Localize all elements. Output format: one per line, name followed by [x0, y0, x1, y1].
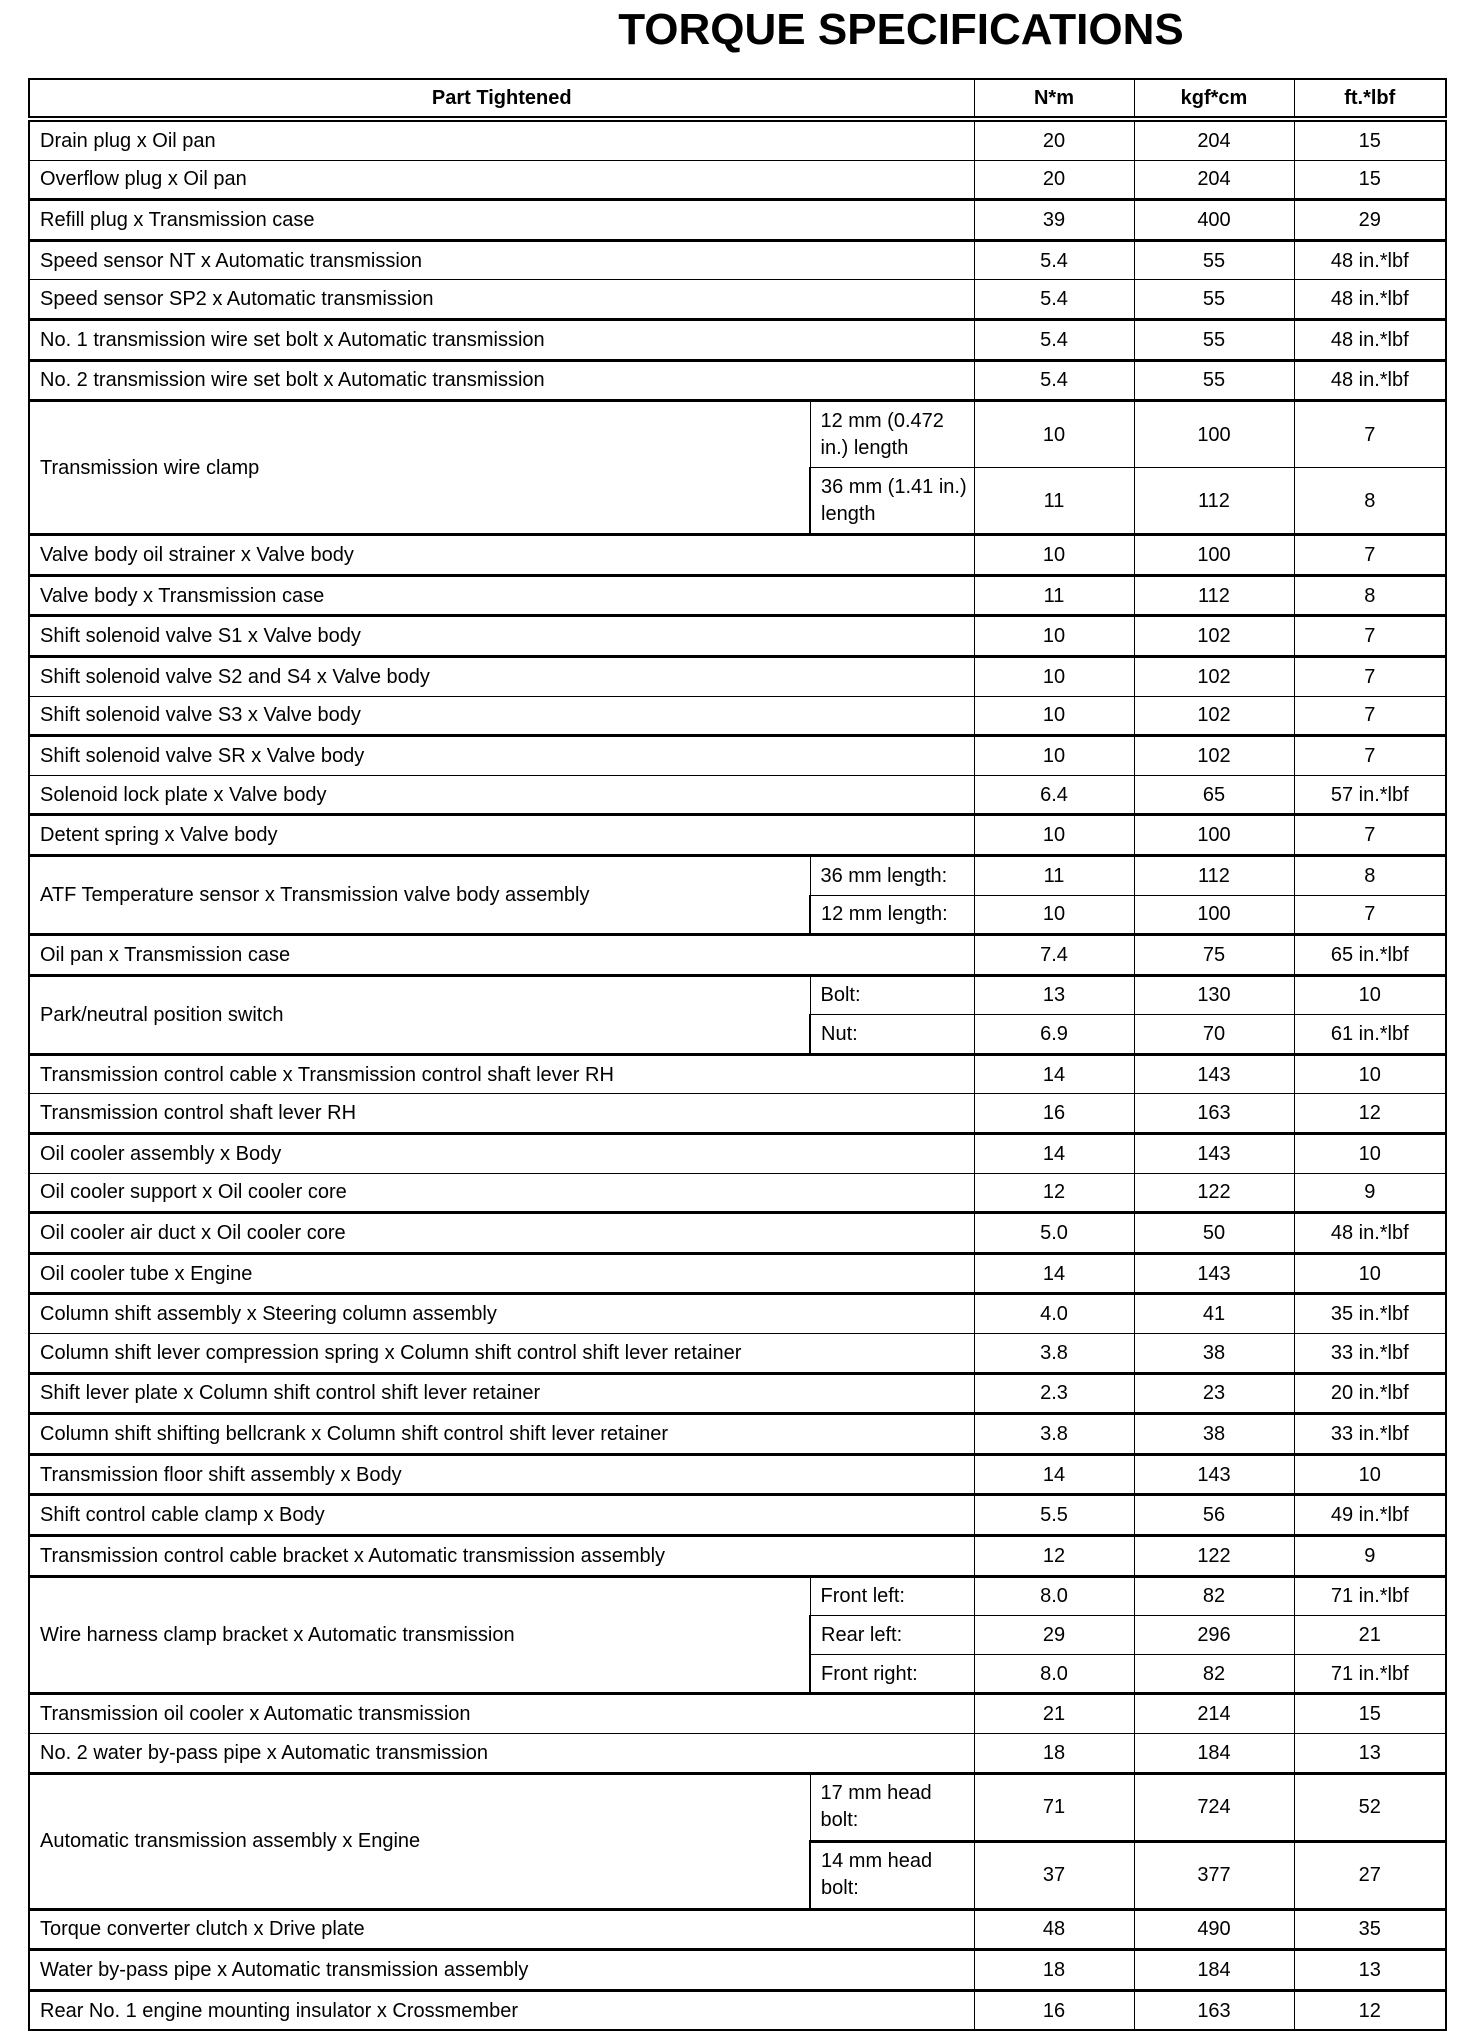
ftlbf-value-cell: 7 — [1294, 401, 1446, 468]
part-name-cell: Refill plug x Transmission case — [29, 200, 974, 241]
condition-cell: 36 mm length: — [810, 855, 974, 895]
ftlbf-value-cell: 8 — [1294, 855, 1446, 895]
ftlbf-value-cell: 7 — [1294, 616, 1446, 657]
table-row — [29, 1173, 1446, 1213]
part-name-cell: Valve body x Transmission case — [29, 575, 974, 616]
kgfcm-value-cell: 100 — [1134, 815, 1294, 856]
column-header-ftlbf: ft.*lbf — [1294, 79, 1446, 119]
ftlbf-value-cell: 48 in.*lbf — [1294, 319, 1446, 360]
kgfcm-value-cell: 56 — [1134, 1495, 1294, 1536]
kgfcm-value-cell: 143 — [1134, 1253, 1294, 1294]
part-name-cell: Shift solenoid valve S2 and S4 x Valve body — [29, 656, 974, 696]
part-name-cell: No. 1 transmission wire set bolt x Automatic transmission — [29, 319, 974, 360]
part-name-cell: Transmission control cable x Transmission control shaft lever RH — [29, 1054, 974, 1094]
kgfcm-value-cell: 130 — [1134, 975, 1294, 1015]
ftlbf-value-cell: 57 in.*lbf — [1294, 775, 1446, 815]
table-row — [29, 1536, 1446, 1577]
ftlbf-value-cell: 7 — [1294, 815, 1446, 856]
part-name-cell: Column shift assembly x Steering column assembly — [29, 1294, 974, 1334]
ftlbf-value-cell: 10 — [1294, 1454, 1446, 1495]
table-row — [29, 360, 1446, 401]
part-name-cell: ATF Temperature sensor x Transmission valve body assembly — [29, 855, 810, 934]
column-header-kgfcm: kgf*cm — [1134, 79, 1294, 119]
nm-value-cell: 7.4 — [974, 935, 1134, 976]
part-name-cell: Transmission control shaft lever RH — [29, 1094, 974, 1134]
condition-cell: 17 mm head bolt: — [810, 1773, 974, 1841]
ftlbf-value-cell: 71 in.*lbf — [1294, 1576, 1446, 1616]
table-row — [29, 616, 1446, 657]
nm-value-cell: 10 — [974, 401, 1134, 468]
table-row — [29, 280, 1446, 320]
nm-value-cell: 13 — [974, 975, 1134, 1015]
table-row — [29, 1094, 1446, 1134]
table-row — [29, 1773, 1446, 1841]
kgfcm-value-cell: 41 — [1134, 1294, 1294, 1334]
nm-value-cell: 3.8 — [974, 1334, 1134, 1374]
ftlbf-value-cell: 48 in.*lbf — [1294, 360, 1446, 401]
part-name-cell: Transmission oil cooler x Automatic transmission — [29, 1694, 974, 1734]
table-row — [29, 1294, 1446, 1334]
table-header-row — [29, 79, 1446, 119]
ftlbf-value-cell: 10 — [1294, 1253, 1446, 1294]
kgfcm-value-cell: 100 — [1134, 895, 1294, 935]
kgfcm-value-cell: 55 — [1134, 360, 1294, 401]
ftlbf-value-cell: 48 in.*lbf — [1294, 280, 1446, 320]
ftlbf-value-cell: 33 in.*lbf — [1294, 1334, 1446, 1374]
part-name-cell: Speed sensor NT x Automatic transmission — [29, 240, 974, 280]
ftlbf-value-cell: 15 — [1294, 160, 1446, 200]
part-name-cell: Detent spring x Valve body — [29, 815, 974, 856]
table-row — [29, 160, 1446, 200]
kgfcm-value-cell: 112 — [1134, 468, 1294, 535]
nm-value-cell: 14 — [974, 1253, 1134, 1294]
ftlbf-value-cell: 7 — [1294, 895, 1446, 935]
ftlbf-value-cell: 10 — [1294, 975, 1446, 1015]
ftlbf-value-cell: 15 — [1294, 119, 1446, 160]
kgfcm-value-cell: 55 — [1134, 319, 1294, 360]
ftlbf-value-cell: 7 — [1294, 656, 1446, 696]
table-row — [29, 319, 1446, 360]
part-name-cell: Oil cooler support x Oil cooler core — [29, 1173, 974, 1213]
page-title: TORQUE SPECIFICATIONS — [618, 5, 1184, 54]
ftlbf-value-cell: 52 — [1294, 1773, 1446, 1841]
nm-value-cell: 5.4 — [974, 280, 1134, 320]
table-row — [29, 1373, 1446, 1414]
ftlbf-value-cell: 71 in.*lbf — [1294, 1654, 1446, 1694]
nm-value-cell: 14 — [974, 1054, 1134, 1094]
nm-value-cell: 16 — [974, 1990, 1134, 2030]
condition-cell: Front left: — [810, 1576, 974, 1616]
ftlbf-value-cell: 9 — [1294, 1536, 1446, 1577]
kgfcm-value-cell: 163 — [1134, 1990, 1294, 2030]
ftlbf-value-cell: 9 — [1294, 1173, 1446, 1213]
part-name-cell: Shift lever plate x Column shift control shift lever retainer — [29, 1373, 974, 1414]
ftlbf-value-cell: 48 in.*lbf — [1294, 240, 1446, 280]
kgfcm-value-cell: 102 — [1134, 736, 1294, 776]
table-row — [29, 1694, 1446, 1734]
table-row — [29, 119, 1446, 160]
nm-value-cell: 5.4 — [974, 319, 1134, 360]
table-row — [29, 1213, 1446, 1254]
kgfcm-value-cell: 143 — [1134, 1134, 1294, 1174]
part-name-cell: Overflow plug x Oil pan — [29, 160, 974, 200]
part-name-cell: Oil cooler air duct x Oil cooler core — [29, 1213, 974, 1254]
condition-cell: 36 mm (1.41 in.) length — [810, 468, 974, 535]
nm-value-cell: 10 — [974, 696, 1134, 736]
part-name-cell: Solenoid lock plate x Valve body — [29, 775, 974, 815]
part-name-cell: Column shift shifting bellcrank x Column shift control shift lever retainer — [29, 1414, 974, 1455]
nm-value-cell: 20 — [974, 119, 1134, 160]
part-name-cell: Column shift lever compression spring x Column shift control shift lever retainer — [29, 1334, 974, 1374]
ftlbf-value-cell: 65 in.*lbf — [1294, 935, 1446, 976]
table-row — [29, 1134, 1446, 1174]
ftlbf-value-cell: 33 in.*lbf — [1294, 1414, 1446, 1455]
kgfcm-value-cell: 82 — [1134, 1576, 1294, 1616]
nm-value-cell: 14 — [974, 1134, 1134, 1174]
condition-cell: Rear left: — [810, 1616, 974, 1655]
ftlbf-value-cell: 35 in.*lbf — [1294, 1294, 1446, 1334]
table-row — [29, 935, 1446, 976]
part-name-cell: No. 2 transmission wire set bolt x Automatic transmission — [29, 360, 974, 401]
ftlbf-value-cell: 7 — [1294, 535, 1446, 576]
table-row — [29, 1414, 1446, 1455]
nm-value-cell: 18 — [974, 1733, 1134, 1773]
kgfcm-value-cell: 377 — [1134, 1841, 1294, 1909]
table-row — [29, 1334, 1446, 1374]
kgfcm-value-cell: 112 — [1134, 575, 1294, 616]
table-row — [29, 1950, 1446, 1991]
kgfcm-value-cell: 102 — [1134, 656, 1294, 696]
table-row — [29, 200, 1446, 241]
nm-value-cell: 29 — [974, 1616, 1134, 1655]
ftlbf-value-cell: 12 — [1294, 1990, 1446, 2030]
table-row — [29, 1054, 1446, 1094]
kgfcm-value-cell: 38 — [1134, 1334, 1294, 1374]
ftlbf-value-cell: 15 — [1294, 1694, 1446, 1734]
nm-value-cell: 48 — [974, 1909, 1134, 1950]
kgfcm-value-cell: 184 — [1134, 1733, 1294, 1773]
kgfcm-value-cell: 75 — [1134, 935, 1294, 976]
nm-value-cell: 10 — [974, 535, 1134, 576]
kgfcm-value-cell: 102 — [1134, 696, 1294, 736]
kgfcm-value-cell: 214 — [1134, 1694, 1294, 1734]
table-body — [29, 119, 1446, 2030]
ftlbf-value-cell: 8 — [1294, 575, 1446, 616]
condition-cell: 14 mm head bolt: — [810, 1841, 974, 1909]
nm-value-cell: 10 — [974, 616, 1134, 657]
ftlbf-value-cell: 13 — [1294, 1733, 1446, 1773]
kgfcm-value-cell: 724 — [1134, 1773, 1294, 1841]
part-name-cell: Shift solenoid valve S3 x Valve body — [29, 696, 974, 736]
kgfcm-value-cell: 163 — [1134, 1094, 1294, 1134]
condition-cell: Nut: — [810, 1015, 974, 1055]
table-row — [29, 1733, 1446, 1773]
part-name-cell: Shift solenoid valve SR x Valve body — [29, 736, 974, 776]
part-name-cell: No. 2 water by-pass pipe x Automatic transmission — [29, 1733, 974, 1773]
part-name-cell: Wire harness clamp bracket x Automatic transmission — [29, 1576, 810, 1694]
nm-value-cell: 12 — [974, 1536, 1134, 1577]
ftlbf-value-cell: 21 — [1294, 1616, 1446, 1655]
table-row — [29, 656, 1446, 696]
ftlbf-value-cell: 20 in.*lbf — [1294, 1373, 1446, 1414]
table-row — [29, 775, 1446, 815]
table-row — [29, 1495, 1446, 1536]
ftlbf-value-cell: 29 — [1294, 200, 1446, 241]
kgfcm-value-cell: 50 — [1134, 1213, 1294, 1254]
part-name-cell: Automatic transmission assembly x Engine — [29, 1773, 810, 1909]
nm-value-cell: 2.3 — [974, 1373, 1134, 1414]
table-row — [29, 1576, 1446, 1616]
nm-value-cell: 37 — [974, 1841, 1134, 1909]
ftlbf-value-cell: 8 — [1294, 468, 1446, 535]
part-name-cell: Shift solenoid valve S1 x Valve body — [29, 616, 974, 657]
kgfcm-value-cell: 82 — [1134, 1654, 1294, 1694]
table-row — [29, 855, 1446, 895]
nm-value-cell: 5.0 — [974, 1213, 1134, 1254]
kgfcm-value-cell: 204 — [1134, 160, 1294, 200]
kgfcm-value-cell: 100 — [1134, 401, 1294, 468]
table-row — [29, 975, 1446, 1015]
kgfcm-value-cell: 184 — [1134, 1950, 1294, 1991]
nm-value-cell: 12 — [974, 1173, 1134, 1213]
condition-cell: 12 mm length: — [810, 895, 974, 935]
nm-value-cell: 11 — [974, 575, 1134, 616]
kgfcm-value-cell: 490 — [1134, 1909, 1294, 1950]
table-row — [29, 815, 1446, 856]
nm-value-cell: 5.5 — [974, 1495, 1134, 1536]
kgfcm-value-cell: 143 — [1134, 1454, 1294, 1495]
kgfcm-value-cell: 100 — [1134, 535, 1294, 576]
nm-value-cell: 21 — [974, 1694, 1134, 1734]
nm-value-cell: 39 — [974, 200, 1134, 241]
table-row — [29, 736, 1446, 776]
kgfcm-value-cell: 55 — [1134, 280, 1294, 320]
part-name-cell: Park/neutral position switch — [29, 975, 810, 1054]
kgfcm-value-cell: 23 — [1134, 1373, 1294, 1414]
kgfcm-value-cell: 143 — [1134, 1054, 1294, 1094]
ftlbf-value-cell: 10 — [1294, 1134, 1446, 1174]
condition-cell: Bolt: — [810, 975, 974, 1015]
part-name-cell: Oil cooler tube x Engine — [29, 1253, 974, 1294]
nm-value-cell: 11 — [974, 855, 1134, 895]
nm-value-cell: 71 — [974, 1773, 1134, 1841]
table-row — [29, 575, 1446, 616]
kgfcm-value-cell: 296 — [1134, 1616, 1294, 1655]
part-name-cell: Oil cooler assembly x Body — [29, 1134, 974, 1174]
part-name-cell: Drain plug x Oil pan — [29, 119, 974, 160]
part-name-cell: Speed sensor SP2 x Automatic transmission — [29, 280, 974, 320]
part-name-cell: Shift control cable clamp x Body — [29, 1495, 974, 1536]
part-name-cell: Transmission wire clamp — [29, 401, 810, 535]
kgfcm-value-cell: 70 — [1134, 1015, 1294, 1055]
ftlbf-value-cell: 13 — [1294, 1950, 1446, 1991]
kgfcm-value-cell: 55 — [1134, 240, 1294, 280]
ftlbf-value-cell: 12 — [1294, 1094, 1446, 1134]
nm-value-cell: 3.8 — [974, 1414, 1134, 1455]
kgfcm-value-cell: 38 — [1134, 1414, 1294, 1455]
nm-value-cell: 6.4 — [974, 775, 1134, 815]
table-row — [29, 401, 1446, 468]
nm-value-cell: 16 — [974, 1094, 1134, 1134]
nm-value-cell: 14 — [974, 1454, 1134, 1495]
kgfcm-value-cell: 122 — [1134, 1536, 1294, 1577]
part-name-cell: Valve body oil strainer x Valve body — [29, 535, 974, 576]
kgfcm-value-cell: 102 — [1134, 616, 1294, 657]
nm-value-cell: 6.9 — [974, 1015, 1134, 1055]
nm-value-cell: 10 — [974, 815, 1134, 856]
table-row — [29, 1253, 1446, 1294]
table-row — [29, 1454, 1446, 1495]
ftlbf-value-cell: 10 — [1294, 1054, 1446, 1094]
ftlbf-value-cell: 61 in.*lbf — [1294, 1015, 1446, 1055]
condition-cell: 12 mm (0.472 in.) length — [810, 401, 974, 468]
nm-value-cell: 4.0 — [974, 1294, 1134, 1334]
table-row — [29, 696, 1446, 736]
ftlbf-value-cell: 7 — [1294, 736, 1446, 776]
part-name-cell: Oil pan x Transmission case — [29, 935, 974, 976]
nm-value-cell: 8.0 — [974, 1576, 1134, 1616]
kgfcm-value-cell: 65 — [1134, 775, 1294, 815]
part-name-cell: Transmission floor shift assembly x Body — [29, 1454, 974, 1495]
part-name-cell: Water by-pass pipe x Automatic transmission assembly — [29, 1950, 974, 1991]
part-name-cell: Torque converter clutch x Drive plate — [29, 1909, 974, 1950]
ftlbf-value-cell: 27 — [1294, 1841, 1446, 1909]
nm-value-cell: 11 — [974, 468, 1134, 535]
nm-value-cell: 18 — [974, 1950, 1134, 1991]
table-row — [29, 1909, 1446, 1950]
table-row — [29, 240, 1446, 280]
ftlbf-value-cell: 49 in.*lbf — [1294, 1495, 1446, 1536]
table-row — [29, 1990, 1446, 2030]
ftlbf-value-cell: 48 in.*lbf — [1294, 1213, 1446, 1254]
ftlbf-value-cell: 35 — [1294, 1909, 1446, 1950]
nm-value-cell: 10 — [974, 895, 1134, 935]
kgfcm-value-cell: 122 — [1134, 1173, 1294, 1213]
part-name-cell: Transmission control cable bracket x Automatic transmission assembly — [29, 1536, 974, 1577]
torque-spec-table — [28, 78, 1447, 2031]
nm-value-cell: 10 — [974, 736, 1134, 776]
kgfcm-value-cell: 112 — [1134, 855, 1294, 895]
nm-value-cell: 10 — [974, 656, 1134, 696]
kgfcm-value-cell: 400 — [1134, 200, 1294, 241]
nm-value-cell: 5.4 — [974, 240, 1134, 280]
column-header-part: Part Tightened — [29, 79, 974, 119]
kgfcm-value-cell: 204 — [1134, 119, 1294, 160]
column-header-nm: N*m — [974, 79, 1134, 119]
condition-cell: Front right: — [810, 1654, 974, 1694]
nm-value-cell: 5.4 — [974, 360, 1134, 401]
nm-value-cell: 20 — [974, 160, 1134, 200]
table-row — [29, 535, 1446, 576]
ftlbf-value-cell: 7 — [1294, 696, 1446, 736]
nm-value-cell: 8.0 — [974, 1654, 1134, 1694]
part-name-cell: Rear No. 1 engine mounting insulator x Crossmember — [29, 1990, 974, 2030]
